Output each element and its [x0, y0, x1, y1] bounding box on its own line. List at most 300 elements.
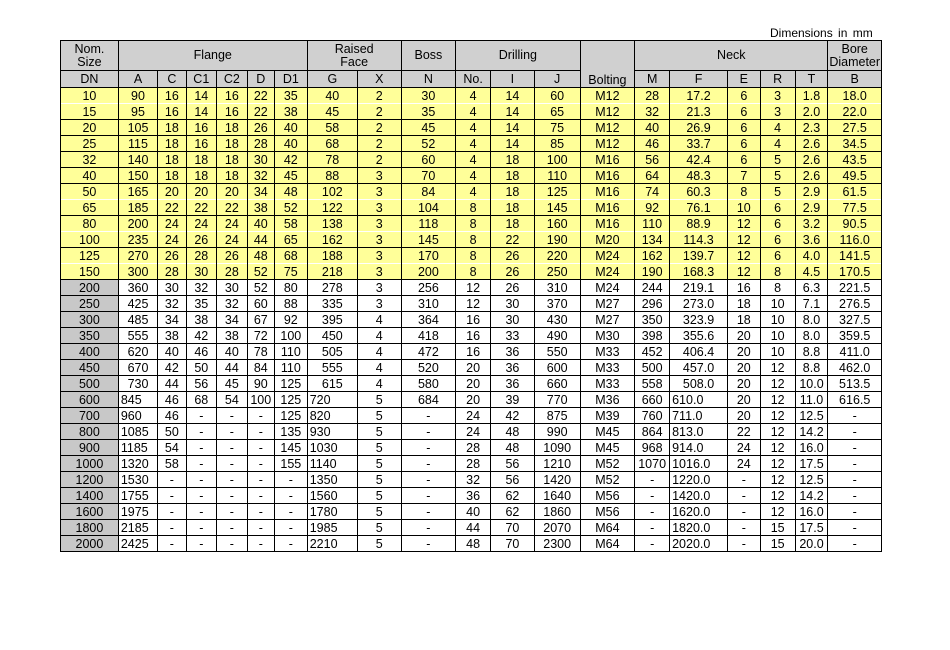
col-header: D [247, 71, 274, 88]
table-cell: 4 [357, 328, 401, 344]
table-cell: 360 [118, 280, 157, 296]
table-cell: 138 [307, 216, 357, 232]
table-cell: 145 [401, 232, 456, 248]
table-cell: 38 [158, 328, 186, 344]
table-cell: 16 [158, 104, 186, 120]
table-cell: 35 [186, 296, 217, 312]
table-cell: 12 [727, 264, 760, 280]
table-cell: 16 [456, 344, 491, 360]
table-cell: 48 [491, 424, 535, 440]
table-cell: 520 [401, 360, 456, 376]
table-cell: 26 [491, 248, 535, 264]
table-cell: 18 [491, 168, 535, 184]
table-cell: 10 [760, 328, 795, 344]
table-cell: 244 [635, 280, 670, 296]
table-cell: 60 [401, 152, 456, 168]
table-cell: 411.0 [828, 344, 882, 360]
table-cell: 42 [274, 152, 307, 168]
table-cell: 1.8 [795, 88, 828, 104]
table-cell: 235 [118, 232, 157, 248]
table-cell: 720 [307, 392, 357, 408]
table-cell: M33 [580, 344, 635, 360]
table-cell: 10 [760, 296, 795, 312]
table-cell: 359.5 [828, 328, 882, 344]
table-cell: - [217, 472, 248, 488]
table-cell: 5 [760, 168, 795, 184]
table-cell: - [401, 408, 456, 424]
table-cell: 42 [186, 328, 217, 344]
col-header: J [534, 71, 580, 88]
table-cell: 77.5 [828, 200, 882, 216]
table-cell: M36 [580, 392, 635, 408]
table-row [61, 264, 882, 280]
table-cell: 8.8 [795, 360, 828, 376]
table-cell: 122 [307, 200, 357, 216]
table-cell: 17.5 [795, 456, 828, 472]
table-row [61, 488, 882, 504]
table-cell: 8 [456, 264, 491, 280]
table-cell: 5 [357, 536, 401, 552]
table-cell: - [635, 520, 670, 536]
table-cell: - [727, 520, 760, 536]
table-cell: 4 [357, 376, 401, 392]
table-cell: 3.2 [795, 216, 828, 232]
table-cell: 18 [158, 120, 186, 136]
table-cell: 52 [247, 264, 274, 280]
table-cell: 6 [727, 88, 760, 104]
table-cell: 14 [186, 104, 217, 120]
table-cell: 14.2 [795, 488, 828, 504]
table-cell: 22 [158, 200, 186, 216]
table-cell: 60.3 [670, 184, 728, 200]
table-cell: M52 [580, 456, 635, 472]
table-cell: - [217, 456, 248, 472]
table-cell: 18 [158, 168, 186, 184]
table-cell: M27 [580, 312, 635, 328]
table-cell: 18.0 [828, 88, 882, 104]
table-cell: 12 [760, 376, 795, 392]
table-cell: 40 [307, 88, 357, 104]
table-cell: 8 [760, 264, 795, 280]
table-cell: - [635, 488, 670, 504]
table-cell: 141.5 [828, 248, 882, 264]
dn-cell: 600 [61, 392, 119, 408]
units-note: Dimensions in mm [770, 26, 873, 40]
table-cell: 513.5 [828, 376, 882, 392]
table-cell: - [247, 520, 274, 536]
table-row [61, 360, 882, 376]
table-cell: 4 [357, 344, 401, 360]
table-row [61, 216, 882, 232]
table-cell: 50 [158, 424, 186, 440]
table-cell: 10 [727, 200, 760, 216]
dn-cell: 15 [61, 104, 119, 120]
table-cell: - [828, 440, 882, 456]
table-cell: 12 [760, 472, 795, 488]
group-nom-size: Nom. Size [61, 41, 119, 71]
table-cell: 72 [247, 328, 274, 344]
table-cell: 14 [491, 88, 535, 104]
table-cell: 22 [186, 200, 217, 216]
table-cell: 684 [401, 392, 456, 408]
table-cell: 70 [401, 168, 456, 184]
table-cell: 3 [357, 200, 401, 216]
table-cell: 22 [491, 232, 535, 248]
table-cell: M24 [580, 248, 635, 264]
table-cell: 14 [491, 136, 535, 152]
table-cell: - [158, 504, 186, 520]
table-cell: 250 [534, 264, 580, 280]
table-row [61, 280, 882, 296]
group-drilling: Drilling [456, 41, 580, 71]
table-cell: 16 [456, 312, 491, 328]
table-cell: 125 [274, 392, 307, 408]
table-cell: 18 [186, 168, 217, 184]
table-cell: 110 [635, 216, 670, 232]
table-cell: 68 [186, 392, 217, 408]
table-cell: 20 [727, 344, 760, 360]
table-cell: 2185 [118, 520, 157, 536]
table-cell: 92 [274, 312, 307, 328]
table-cell: 90.5 [828, 216, 882, 232]
dn-cell: 40 [61, 168, 119, 184]
table-cell: 28 [456, 456, 491, 472]
table-cell: 28 [186, 248, 217, 264]
table-cell: 616.5 [828, 392, 882, 408]
table-cell: - [217, 520, 248, 536]
table-cell: M39 [580, 408, 635, 424]
table-row [61, 152, 882, 168]
table-cell: - [828, 488, 882, 504]
table-cell: 4 [456, 88, 491, 104]
table-cell: M16 [580, 216, 635, 232]
table-cell: 20 [727, 392, 760, 408]
table-cell: 32 [217, 296, 248, 312]
table-cell: 110 [274, 360, 307, 376]
table-cell: 8.0 [795, 328, 828, 344]
table-cell: - [217, 504, 248, 520]
table-cell: 67 [247, 312, 274, 328]
table-cell: 711.0 [670, 408, 728, 424]
table-cell: - [401, 456, 456, 472]
table-cell: 6 [760, 248, 795, 264]
table-cell: 35 [274, 88, 307, 104]
table-cell: 34.5 [828, 136, 882, 152]
dn-cell: 250 [61, 296, 119, 312]
table-cell: 38 [186, 312, 217, 328]
table-cell: 558 [635, 376, 670, 392]
table-cell: 5 [760, 152, 795, 168]
table-cell: 44 [247, 232, 274, 248]
table-cell: 145 [534, 200, 580, 216]
table-cell: 44 [217, 360, 248, 376]
table-cell: 813.0 [670, 424, 728, 440]
table-cell: 95 [118, 104, 157, 120]
table-cell: 406.4 [670, 344, 728, 360]
table-cell: 6 [727, 152, 760, 168]
table-cell: 310 [534, 280, 580, 296]
table-cell: 58 [274, 216, 307, 232]
table-cell: 20 [217, 184, 248, 200]
table-cell: 20 [456, 376, 491, 392]
col-header: C2 [217, 71, 248, 88]
table-row [61, 168, 882, 184]
table-cell: 125 [534, 184, 580, 200]
dn-cell: 1600 [61, 504, 119, 520]
table-cell: 125 [274, 408, 307, 424]
dn-cell: 500 [61, 376, 119, 392]
table-cell: - [217, 424, 248, 440]
table-row [61, 328, 882, 344]
table-cell: 864 [635, 424, 670, 440]
table-cell: 5 [357, 472, 401, 488]
dn-cell: 125 [61, 248, 119, 264]
table-cell: - [274, 536, 307, 552]
table-cell: 54 [158, 440, 186, 456]
table-cell: 20 [727, 328, 760, 344]
table-cell: 425 [118, 296, 157, 312]
table-cell: 17.2 [670, 88, 728, 104]
table-cell: 32 [247, 168, 274, 184]
table-cell: 12.5 [795, 472, 828, 488]
table-cell: 52 [274, 200, 307, 216]
table-cell: - [217, 488, 248, 504]
table-cell: 220 [534, 248, 580, 264]
table-cell: 42.4 [670, 152, 728, 168]
table-cell: 140 [118, 152, 157, 168]
table-cell: 40 [274, 136, 307, 152]
table-cell: - [186, 456, 217, 472]
table-body [61, 88, 882, 552]
table-cell: 88 [274, 296, 307, 312]
table-cell: 610.0 [670, 392, 728, 408]
table-cell: 26 [491, 264, 535, 280]
col-header: A [118, 71, 157, 88]
table-cell: - [828, 408, 882, 424]
table-cell: M64 [580, 536, 635, 552]
table-cell: M64 [580, 520, 635, 536]
table-cell: M56 [580, 504, 635, 520]
table-cell: - [186, 440, 217, 456]
table-cell: 20 [186, 184, 217, 200]
table-cell: - [727, 504, 760, 520]
table-cell: 49.5 [828, 168, 882, 184]
table-cell: 30 [247, 152, 274, 168]
table-cell: 110 [274, 344, 307, 360]
table-cell: 5 [357, 504, 401, 520]
table-cell: 20 [727, 360, 760, 376]
table-cell: 670 [118, 360, 157, 376]
table-cell: 58 [307, 120, 357, 136]
table-cell: 18 [217, 168, 248, 184]
table-cell: - [635, 536, 670, 552]
table-cell: 45 [307, 104, 357, 120]
table-cell: 36 [491, 376, 535, 392]
table-cell: 660 [635, 392, 670, 408]
table-cell: 65 [534, 104, 580, 120]
table-cell: 8 [760, 280, 795, 296]
table-row [61, 312, 882, 328]
table-cell: 600 [534, 360, 580, 376]
table-cell: 38 [247, 200, 274, 216]
table-cell: 820 [307, 408, 357, 424]
group-flange: Flange [118, 41, 307, 71]
table-cell: 1420.0 [670, 488, 728, 504]
table-cell: - [247, 456, 274, 472]
table-cell: - [247, 440, 274, 456]
table-cell: 22.0 [828, 104, 882, 120]
col-header: E [727, 71, 760, 88]
table-cell: - [217, 440, 248, 456]
table-cell: 200 [401, 264, 456, 280]
table-cell: 85 [534, 136, 580, 152]
table-cell: 24 [217, 216, 248, 232]
table-cell: 30 [186, 264, 217, 280]
table-cell: 5 [760, 184, 795, 200]
table-cell: 26 [158, 248, 186, 264]
table-cell: 185 [118, 200, 157, 216]
dn-cell: 300 [61, 312, 119, 328]
table-cell: 18 [217, 136, 248, 152]
table-cell: 65 [274, 232, 307, 248]
table-row [61, 520, 882, 536]
col-header: DN [61, 71, 119, 88]
table-cell: M16 [580, 168, 635, 184]
table-cell: - [727, 488, 760, 504]
table-cell: 100 [274, 328, 307, 344]
table-cell: 2.3 [795, 120, 828, 136]
col-header: D1 [274, 71, 307, 88]
table-cell: 52 [247, 280, 274, 296]
table-cell: M52 [580, 472, 635, 488]
table-cell: 162 [307, 232, 357, 248]
table-cell: 3 [357, 216, 401, 232]
table-cell: 74 [635, 184, 670, 200]
table-cell: 1210 [534, 456, 580, 472]
table-cell: 221.5 [828, 280, 882, 296]
table-cell: 1090 [534, 440, 580, 456]
table-cell: - [274, 504, 307, 520]
table-row [61, 456, 882, 472]
table-cell: 115 [118, 136, 157, 152]
table-cell: 3 [357, 280, 401, 296]
table-cell: 24 [727, 440, 760, 456]
table-cell: M24 [580, 280, 635, 296]
table-cell: 30 [491, 312, 535, 328]
table-cell: 18 [727, 296, 760, 312]
table-cell: 188 [307, 248, 357, 264]
table-cell: 3 [357, 232, 401, 248]
table-cell: 125 [274, 376, 307, 392]
table-cell: 8 [456, 200, 491, 216]
table-cell: 4.0 [795, 248, 828, 264]
dn-cell: 32 [61, 152, 119, 168]
table-cell: 1975 [118, 504, 157, 520]
table-cell: 18 [491, 216, 535, 232]
table-cell: 6 [760, 200, 795, 216]
table-cell: 28 [635, 88, 670, 104]
table-cell: 2 [357, 152, 401, 168]
table-cell: 452 [635, 344, 670, 360]
table-cell: 24 [217, 232, 248, 248]
table-cell: 75 [534, 120, 580, 136]
table-cell: 4 [456, 184, 491, 200]
table-cell: 930 [307, 424, 357, 440]
table-cell: - [247, 488, 274, 504]
table-cell: 32 [186, 280, 217, 296]
table-cell: 430 [534, 312, 580, 328]
table-cell: 33 [491, 328, 535, 344]
table-cell: 1530 [118, 472, 157, 488]
table-cell: 418 [401, 328, 456, 344]
table-row [61, 424, 882, 440]
table-cell: - [274, 472, 307, 488]
table-cell: 20 [158, 184, 186, 200]
table-cell: 114.3 [670, 232, 728, 248]
table-cell: 78 [307, 152, 357, 168]
table-cell: - [247, 536, 274, 552]
table-cell: 2210 [307, 536, 357, 552]
table-cell: 4.5 [795, 264, 828, 280]
table-cell: - [247, 504, 274, 520]
table-cell: 40 [158, 344, 186, 360]
table-cell: M33 [580, 376, 635, 392]
table-cell: 12.5 [795, 408, 828, 424]
table-cell: 45 [401, 120, 456, 136]
table-cell: 5 [357, 488, 401, 504]
table-cell: 36 [456, 488, 491, 504]
table-cell: 190 [534, 232, 580, 248]
table-cell: M45 [580, 424, 635, 440]
table-cell: 278 [307, 280, 357, 296]
table-cell: 100 [247, 392, 274, 408]
table-cell: 58 [158, 456, 186, 472]
table-cell: 46 [158, 408, 186, 424]
table-cell: 38 [274, 104, 307, 120]
table-cell: 62 [491, 504, 535, 520]
table-cell: 5 [357, 520, 401, 536]
table-cell: 12 [760, 456, 795, 472]
table-cell: 160 [534, 216, 580, 232]
table-cell: 580 [401, 376, 456, 392]
table-cell: - [401, 488, 456, 504]
dn-cell: 1400 [61, 488, 119, 504]
table-cell: 6.3 [795, 280, 828, 296]
table-cell: - [635, 472, 670, 488]
table-cell: 30 [217, 280, 248, 296]
table-cell: 1350 [307, 472, 357, 488]
table-cell: - [217, 408, 248, 424]
table-cell: 17.5 [795, 520, 828, 536]
table-cell: 14 [186, 88, 217, 104]
table-cell: M12 [580, 104, 635, 120]
table-cell: 875 [534, 408, 580, 424]
table-cell: 18 [186, 152, 217, 168]
table-cell: 76.1 [670, 200, 728, 216]
table-cell: 1320 [118, 456, 157, 472]
table-cell: 118 [401, 216, 456, 232]
table-cell: M12 [580, 120, 635, 136]
table-cell: 24 [158, 216, 186, 232]
table-cell: 2070 [534, 520, 580, 536]
table-cell: 170 [401, 248, 456, 264]
dn-cell: 1000 [61, 456, 119, 472]
dn-cell: 900 [61, 440, 119, 456]
table-cell: - [274, 520, 307, 536]
table-cell: 28 [158, 264, 186, 280]
table-cell: - [727, 472, 760, 488]
table-cell: 12 [727, 248, 760, 264]
